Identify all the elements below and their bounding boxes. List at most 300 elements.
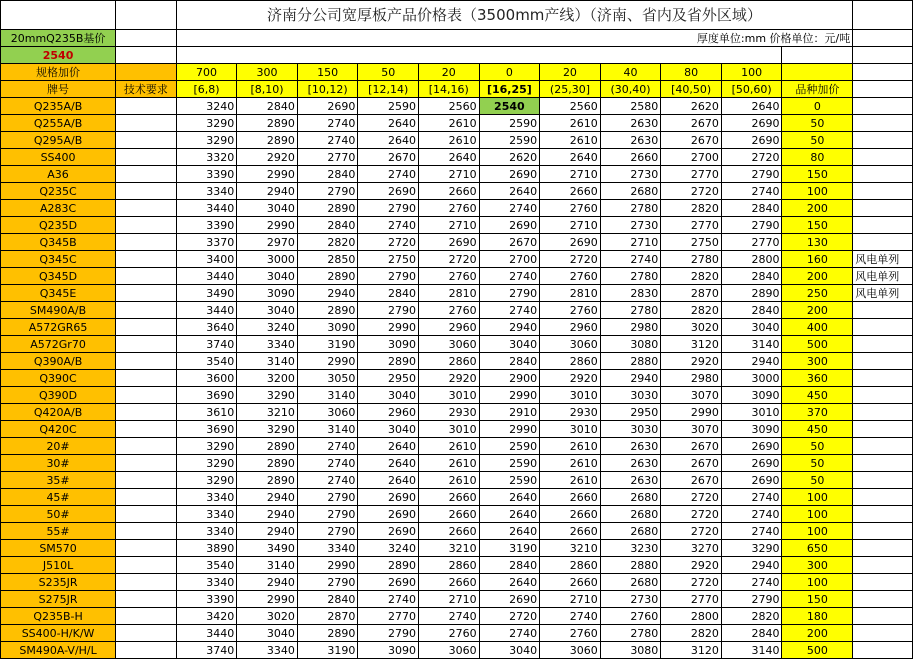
grade-cell: A283C xyxy=(1,200,116,217)
table-row xyxy=(1,404,913,421)
price-cell: 2640 xyxy=(358,132,419,149)
price-cell: 3090 xyxy=(237,285,298,302)
price-cell: 2840 xyxy=(297,591,358,608)
price-cell: 2790 xyxy=(358,200,419,217)
tech-cell xyxy=(116,149,177,166)
price-cell: 3290 xyxy=(176,455,237,472)
price-cell: 3740 xyxy=(176,336,237,353)
price-cell: 2710 xyxy=(540,591,601,608)
grade-cell: Q235A/B xyxy=(1,98,116,115)
price-cell: 3340 xyxy=(237,642,298,659)
price-cell: 2870 xyxy=(297,608,358,625)
price-cell: 2890 xyxy=(237,472,298,489)
note-cell: 风电单列 xyxy=(853,251,913,268)
price-cell: 2820 xyxy=(661,268,722,285)
price-cell: 3290 xyxy=(176,438,237,455)
price-cell: 3390 xyxy=(176,166,237,183)
price-cell: 2720 xyxy=(358,234,419,251)
note-cell xyxy=(853,234,913,251)
price-cell: 2720 xyxy=(419,251,480,268)
variety-adder-cell: 160 xyxy=(782,251,853,268)
note-cell xyxy=(853,472,913,489)
thickness-range-cell: [8,10) xyxy=(237,81,298,98)
variety-adder-cell: 100 xyxy=(782,523,853,540)
price-cell: 2610 xyxy=(540,472,601,489)
table-row xyxy=(1,183,913,200)
price-cell: 2990 xyxy=(237,591,298,608)
price-cell: 2670 xyxy=(479,234,540,251)
spec-adder-cell: 0 xyxy=(479,64,540,81)
price-cell: 2710 xyxy=(419,166,480,183)
spec-adder-cell: 300 xyxy=(237,64,298,81)
note-cell xyxy=(853,132,913,149)
thickness-range-cell: [14,16) xyxy=(419,81,480,98)
tech-cell xyxy=(116,217,177,234)
price-cell: 3210 xyxy=(540,540,601,557)
price-cell: 2770 xyxy=(297,149,358,166)
price-cell: 3210 xyxy=(237,404,298,421)
price-cell: 3290 xyxy=(237,387,298,404)
base-price-label: 20mmQ235B基价 xyxy=(1,30,116,47)
price-cell: 3010 xyxy=(721,404,782,421)
price-cell: 2920 xyxy=(661,353,722,370)
price-cell: 3070 xyxy=(661,421,722,438)
grade-cell: SS400-H/K/W xyxy=(1,625,116,642)
grade-cell: Q255A/B xyxy=(1,115,116,132)
price-cell: 2940 xyxy=(237,183,298,200)
note-cell xyxy=(853,404,913,421)
spec-adder-cell: 20 xyxy=(419,64,480,81)
price-cell: 2660 xyxy=(419,506,480,523)
table-row xyxy=(1,642,913,659)
price-cell: 2620 xyxy=(479,149,540,166)
note-cell xyxy=(853,625,913,642)
price-cell: 3190 xyxy=(297,336,358,353)
table-row xyxy=(1,523,913,540)
price-cell: 3610 xyxy=(176,404,237,421)
price-cell: 2990 xyxy=(237,166,298,183)
thickness-range-cell: (25,30] xyxy=(540,81,601,98)
spec-adder-label: 规格加价 xyxy=(1,64,116,81)
grade-cell: 50# xyxy=(1,506,116,523)
price-cell: 3440 xyxy=(176,625,237,642)
note-cell xyxy=(853,217,913,234)
grade-cell: Q295A/B xyxy=(1,132,116,149)
price-cell: 3030 xyxy=(600,421,661,438)
price-cell: 2630 xyxy=(600,472,661,489)
price-cell: 2660 xyxy=(540,523,601,540)
price-cell: 2740 xyxy=(297,472,358,489)
thickness-range-cell: [40,50) xyxy=(661,81,722,98)
price-cell: 3140 xyxy=(237,353,298,370)
variety-adder-cell: 450 xyxy=(782,387,853,404)
variety-adder-cell: 130 xyxy=(782,234,853,251)
price-cell: 2730 xyxy=(600,217,661,234)
price-cell: 3040 xyxy=(358,421,419,438)
grade-cell: Q390C xyxy=(1,370,116,387)
price-cell: 2970 xyxy=(237,234,298,251)
price-cell: 2740 xyxy=(479,268,540,285)
price-cell: 3140 xyxy=(721,642,782,659)
price-cell: 2740 xyxy=(600,251,661,268)
note-cell xyxy=(853,608,913,625)
table-row xyxy=(1,489,913,506)
price-cell: 3090 xyxy=(297,319,358,336)
price-cell: 2640 xyxy=(419,149,480,166)
price-cell: 3140 xyxy=(297,421,358,438)
price-cell: 3290 xyxy=(176,472,237,489)
price-cell: 2790 xyxy=(721,217,782,234)
thickness-range-cell: [16,25] xyxy=(479,81,540,98)
table-row xyxy=(1,591,913,608)
price-cell: 2740 xyxy=(297,455,358,472)
price-cell: 2840 xyxy=(721,200,782,217)
price-cell: 3370 xyxy=(176,234,237,251)
price-cell: 2790 xyxy=(358,268,419,285)
note-cell xyxy=(853,438,913,455)
spec-adder-row xyxy=(1,64,913,81)
price-cell: 2640 xyxy=(358,115,419,132)
price-cell: 2910 xyxy=(479,404,540,421)
price-cell: 2670 xyxy=(358,149,419,166)
price-cell: 3290 xyxy=(176,115,237,132)
price-cell: 3080 xyxy=(600,642,661,659)
variety-adder-cell: 500 xyxy=(782,336,853,353)
tech-cell xyxy=(116,642,177,659)
note-cell xyxy=(853,166,913,183)
price-cell: 2780 xyxy=(600,200,661,217)
tech-cell xyxy=(116,557,177,574)
price-cell: 3340 xyxy=(176,183,237,200)
price-cell: 2770 xyxy=(358,608,419,625)
price-cell: 2610 xyxy=(540,115,601,132)
price-cell: 2610 xyxy=(540,455,601,472)
price-cell: 2840 xyxy=(721,268,782,285)
price-cell: 2820 xyxy=(721,608,782,625)
price-cell: 2680 xyxy=(600,574,661,591)
price-cell: 2630 xyxy=(600,132,661,149)
price-cell: 2820 xyxy=(661,200,722,217)
price-cell: 2670 xyxy=(661,438,722,455)
table-row xyxy=(1,557,913,574)
price-cell: 2640 xyxy=(479,489,540,506)
price-cell: 2670 xyxy=(661,132,722,149)
price-cell: 2700 xyxy=(661,149,722,166)
price-cell: 2690 xyxy=(358,183,419,200)
price-cell: 2760 xyxy=(540,625,601,642)
price-cell: 3040 xyxy=(721,319,782,336)
price-cell: 3060 xyxy=(297,404,358,421)
table-row xyxy=(1,438,913,455)
note-cell xyxy=(853,387,913,404)
price-cell: 2740 xyxy=(358,217,419,234)
tech-cell xyxy=(116,285,177,302)
tech-cell xyxy=(116,132,177,149)
price-cell: 2990 xyxy=(479,387,540,404)
price-cell: 2680 xyxy=(600,506,661,523)
grade-cell: A572GR65 xyxy=(1,319,116,336)
price-cell: 3320 xyxy=(176,149,237,166)
grade-cell: 20# xyxy=(1,438,116,455)
note-cell xyxy=(853,557,913,574)
price-cell: 2820 xyxy=(661,625,722,642)
variety-adder-cell: 370 xyxy=(782,404,853,421)
price-cell: 2790 xyxy=(297,183,358,200)
price-cell: 2890 xyxy=(358,557,419,574)
price-cell: 2740 xyxy=(721,574,782,591)
base-value-row xyxy=(1,47,913,64)
price-cell: 2990 xyxy=(479,421,540,438)
price-cell: 2820 xyxy=(297,234,358,251)
grade-cell: Q345E xyxy=(1,285,116,302)
grade-cell: Q235D xyxy=(1,217,116,234)
price-cell: 2940 xyxy=(237,489,298,506)
grade-cell: S275JR xyxy=(1,591,116,608)
grade-cell: 30# xyxy=(1,455,116,472)
note-cell xyxy=(853,642,913,659)
price-cell: 3040 xyxy=(479,642,540,659)
price-cell: 2760 xyxy=(540,302,601,319)
price-cell: 3390 xyxy=(176,591,237,608)
price-cell: 2940 xyxy=(297,285,358,302)
thickness-range-row xyxy=(1,81,913,98)
price-cell: 2860 xyxy=(540,557,601,574)
price-cell: 2790 xyxy=(721,166,782,183)
variety-adder-cell: 650 xyxy=(782,540,853,557)
variety-adder-cell: 360 xyxy=(782,370,853,387)
price-cell: 3540 xyxy=(176,557,237,574)
spec-adder-cell: 50 xyxy=(358,64,419,81)
price-cell: 2640 xyxy=(358,455,419,472)
thickness-range-cell: [50,60) xyxy=(721,81,782,98)
note-cell xyxy=(853,149,913,166)
price-cell: 2720 xyxy=(540,251,601,268)
price-cell: 2610 xyxy=(419,438,480,455)
tech-cell xyxy=(116,540,177,557)
table-row xyxy=(1,217,913,234)
spec-adder-cell: 150 xyxy=(297,64,358,81)
price-cell: 2690 xyxy=(721,438,782,455)
price-cell: 2720 xyxy=(661,489,722,506)
price-cell: 2640 xyxy=(540,149,601,166)
price-cell: 2740 xyxy=(479,625,540,642)
price-cell: 2720 xyxy=(661,183,722,200)
price-cell: 2760 xyxy=(540,200,601,217)
price-cell: 3000 xyxy=(721,370,782,387)
price-cell: 3340 xyxy=(176,506,237,523)
table-row xyxy=(1,387,913,404)
price-cell: 2660 xyxy=(540,574,601,591)
table-row xyxy=(1,268,913,285)
table-row xyxy=(1,166,913,183)
price-cell: 2670 xyxy=(661,115,722,132)
table-row xyxy=(1,506,913,523)
variety-adder-cell: 0 xyxy=(782,98,853,115)
table-row xyxy=(1,353,913,370)
price-cell: 2840 xyxy=(297,217,358,234)
price-cell: 2710 xyxy=(540,166,601,183)
grade-cell: Q390A/B xyxy=(1,353,116,370)
tech-cell xyxy=(116,387,177,404)
price-cell: 2790 xyxy=(297,523,358,540)
price-cell: 2560 xyxy=(540,98,601,115)
price-cell: 2960 xyxy=(540,319,601,336)
price-cell: 2830 xyxy=(600,285,661,302)
tech-cell xyxy=(116,200,177,217)
price-cell: 2770 xyxy=(661,217,722,234)
price-cell: 2610 xyxy=(419,455,480,472)
price-cell: 2940 xyxy=(237,574,298,591)
price-cell: 2770 xyxy=(721,234,782,251)
price-cell: 2750 xyxy=(661,234,722,251)
price-cell: 3010 xyxy=(419,387,480,404)
tech-cell xyxy=(116,115,177,132)
price-cell: 2800 xyxy=(661,608,722,625)
price-cell: 2660 xyxy=(600,149,661,166)
thickness-range-cell: [6,8) xyxy=(176,81,237,98)
table-row xyxy=(1,336,913,353)
price-cell: 2840 xyxy=(358,285,419,302)
note-cell: 风电单列 xyxy=(853,285,913,302)
table-row xyxy=(1,98,913,115)
price-cell: 2950 xyxy=(600,404,661,421)
price-cell: 3890 xyxy=(176,540,237,557)
price-cell: 2920 xyxy=(237,149,298,166)
price-cell: 3120 xyxy=(661,642,722,659)
price-cell: 2740 xyxy=(540,608,601,625)
tech-cell xyxy=(116,268,177,285)
price-cell: 2740 xyxy=(297,438,358,455)
tech-cell xyxy=(116,166,177,183)
price-cell: 3440 xyxy=(176,268,237,285)
price-cell: 3090 xyxy=(358,642,419,659)
grade-cell: 35# xyxy=(1,472,116,489)
price-cell: 2690 xyxy=(358,523,419,540)
price-cell: 3090 xyxy=(721,421,782,438)
price-cell: 2940 xyxy=(600,370,661,387)
price-cell: 2940 xyxy=(237,506,298,523)
price-cell: 2950 xyxy=(358,370,419,387)
price-cell: 2680 xyxy=(600,183,661,200)
price-cell: 2610 xyxy=(419,472,480,489)
thickness-range-cell: [10,12) xyxy=(297,81,358,98)
price-cell: 2890 xyxy=(358,353,419,370)
price-cell: 3290 xyxy=(721,540,782,557)
thickness-range-cell: [12,14) xyxy=(358,81,419,98)
grade-cell: Q420C xyxy=(1,421,116,438)
price-cell: 2640 xyxy=(358,438,419,455)
variety-adder-cell: 50 xyxy=(782,472,853,489)
price-cell: 2890 xyxy=(237,438,298,455)
tech-cell xyxy=(116,319,177,336)
tech-cell xyxy=(116,370,177,387)
variety-adder-cell: 400 xyxy=(782,319,853,336)
price-cell: 3080 xyxy=(600,336,661,353)
price-cell: 2740 xyxy=(721,489,782,506)
variety-adder-cell: 100 xyxy=(782,506,853,523)
price-cell: 2690 xyxy=(419,234,480,251)
tech-cell xyxy=(116,608,177,625)
price-cell: 2770 xyxy=(661,166,722,183)
variety-adder-cell: 50 xyxy=(782,455,853,472)
price-cell: 2710 xyxy=(600,234,661,251)
price-cell: 3340 xyxy=(237,336,298,353)
price-cell: 3060 xyxy=(540,336,601,353)
price-cell: 3020 xyxy=(237,608,298,625)
price-cell: 2890 xyxy=(297,625,358,642)
grade-cell: 55# xyxy=(1,523,116,540)
price-cell: 2850 xyxy=(297,251,358,268)
table-row xyxy=(1,200,913,217)
price-cell: 3000 xyxy=(237,251,298,268)
price-cell: 2800 xyxy=(721,251,782,268)
price-cell: 2840 xyxy=(721,625,782,642)
note-cell xyxy=(853,353,913,370)
price-cell: 2990 xyxy=(297,557,358,574)
note-cell xyxy=(853,336,913,353)
variety-adder-cell: 200 xyxy=(782,302,853,319)
tech-cell xyxy=(116,506,177,523)
base-row xyxy=(1,30,913,47)
price-cell: 3190 xyxy=(479,540,540,557)
title-row xyxy=(1,1,913,30)
table-row xyxy=(1,234,913,251)
price-cell: 3340 xyxy=(176,489,237,506)
price-cell: 2720 xyxy=(661,506,722,523)
price-cell: 2720 xyxy=(721,149,782,166)
note-cell xyxy=(853,540,913,557)
price-cell: 3090 xyxy=(358,336,419,353)
price-cell: 2740 xyxy=(721,523,782,540)
price-cell: 2740 xyxy=(297,132,358,149)
price-cell: 2710 xyxy=(419,591,480,608)
price-cell: 3290 xyxy=(176,132,237,149)
price-cell: 2660 xyxy=(419,574,480,591)
price-cell: 2740 xyxy=(297,115,358,132)
price-cell: 2740 xyxy=(358,166,419,183)
price-cell: 2780 xyxy=(661,251,722,268)
page-title: 济南分公司宽厚板产品价格表（3500mm产线）（济南、省内及省外区域） xyxy=(176,1,853,30)
note-cell: 风电单列 xyxy=(853,268,913,285)
price-cell: 2640 xyxy=(479,183,540,200)
price-cell: 3060 xyxy=(540,642,601,659)
price-cell: 2890 xyxy=(721,285,782,302)
price-cell: 2920 xyxy=(540,370,601,387)
price-cell: 3140 xyxy=(237,557,298,574)
note-cell xyxy=(853,183,913,200)
price-cell: 2690 xyxy=(358,506,419,523)
tech-cell xyxy=(116,234,177,251)
grade-cell: 45# xyxy=(1,489,116,506)
price-cell: 2610 xyxy=(540,132,601,149)
price-cell: 2710 xyxy=(419,217,480,234)
variety-adder-cell: 180 xyxy=(782,608,853,625)
table-row xyxy=(1,370,913,387)
price-cell: 2540 xyxy=(479,98,540,115)
price-cell: 3240 xyxy=(358,540,419,557)
spec-adder-cell: 700 xyxy=(176,64,237,81)
price-cell: 2660 xyxy=(540,506,601,523)
tech-cell xyxy=(116,574,177,591)
variety-adder-cell: 100 xyxy=(782,183,853,200)
price-cell: 2740 xyxy=(419,608,480,625)
table-row xyxy=(1,149,913,166)
price-cell: 3240 xyxy=(176,98,237,115)
table-row xyxy=(1,251,913,268)
price-cell: 3290 xyxy=(237,421,298,438)
price-cell: 2990 xyxy=(661,404,722,421)
price-cell: 2860 xyxy=(540,353,601,370)
